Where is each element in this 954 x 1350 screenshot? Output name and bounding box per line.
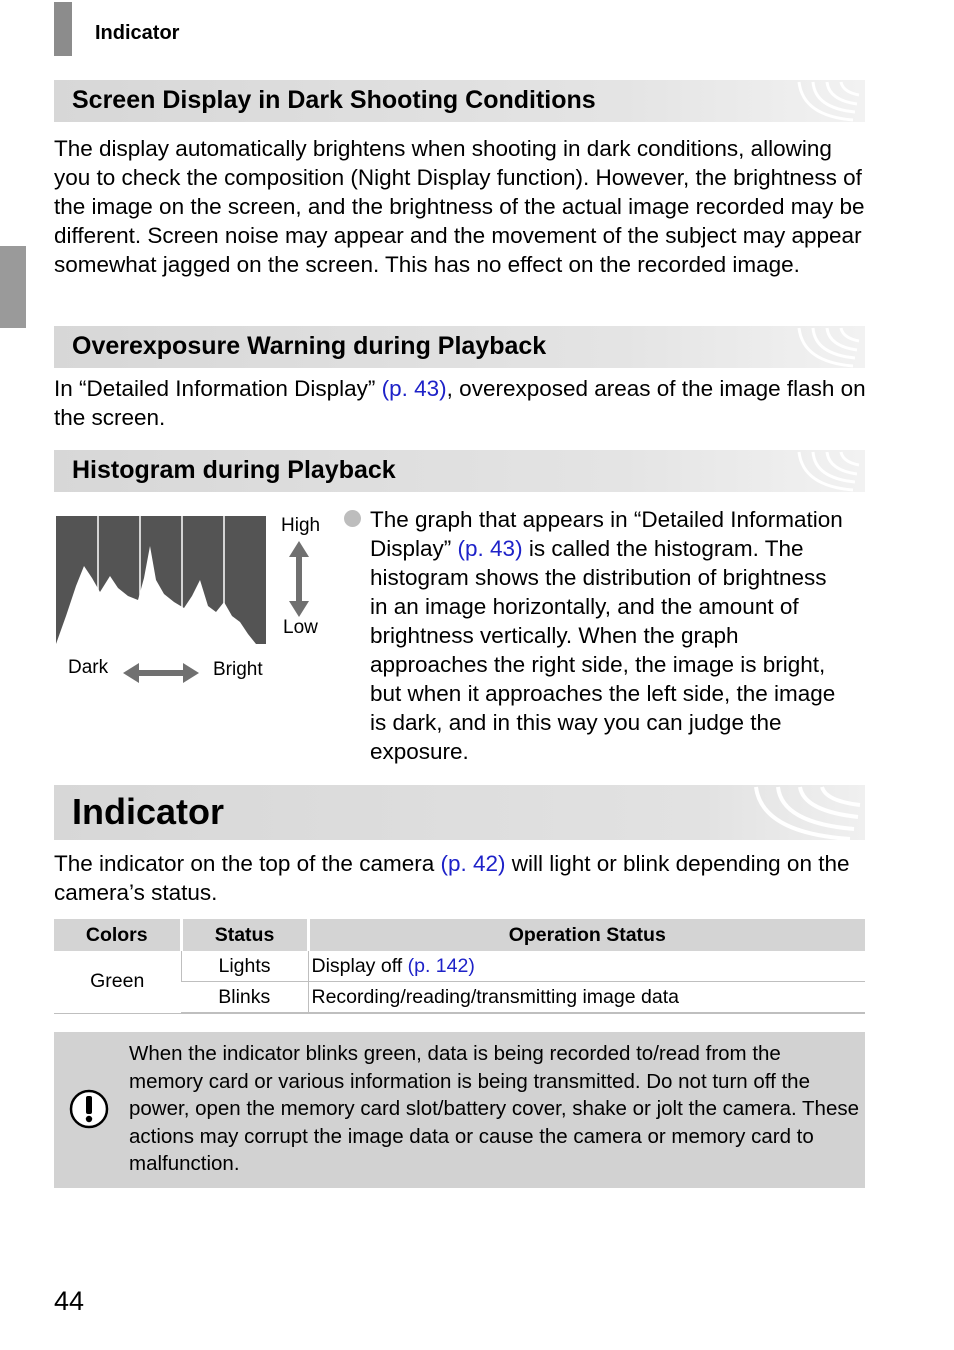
operation-cell: Recording/reading/transmitting image data xyxy=(308,982,865,1014)
caution-text: When the indicator blinks green, data is being recorded to/read from the memory card or various information is being transmitted. Do not turn off the power, open the memory card slot/battery cover, shake or jolt the camera. These actions may corrupt the image data or cause the camera or memory card to malfunction. xyxy=(129,1042,860,1175)
chapter-side-tab xyxy=(0,246,26,328)
table-header-row xyxy=(54,919,865,951)
page-link[interactable]: (p. 142) xyxy=(407,954,475,977)
swirl-decoration-icon xyxy=(795,326,865,368)
axis-label-high: High xyxy=(281,515,321,536)
axis-label-dark: Dark xyxy=(68,657,109,678)
caution-box xyxy=(54,1032,865,1188)
page-link[interactable]: (p. 43) xyxy=(457,536,523,561)
vertical-arrow-icon xyxy=(288,541,310,617)
column-header: Colors xyxy=(54,919,181,951)
page-link[interactable]: (p. 42) xyxy=(440,851,506,876)
section-head-dark xyxy=(54,80,865,122)
swirl-decoration-icon xyxy=(750,785,865,840)
section-head-indicator xyxy=(54,785,865,840)
horizontal-arrow-icon xyxy=(123,662,199,684)
page-link[interactable]: (p. 43) xyxy=(381,376,447,401)
section-title: Histogram during Playback xyxy=(72,456,396,484)
column-header: Status xyxy=(181,919,308,951)
status-cell: Lights xyxy=(181,951,308,982)
section-title: Overexposure Warning during Playback xyxy=(72,332,547,360)
dark-body: The display automatically brightens when shooting in dark conditions, allowing you to check the composition (Night Display function). However, the brightness of the image on the screen, and the brightness of the actual image recorded may be different. Screen noise may appear and the movement of the subject may appear somewhat jagged on the screen. This has no effect on the recorded image. xyxy=(54,136,865,277)
section-head-histogram xyxy=(54,450,865,492)
color-cell: Green xyxy=(54,951,181,1013)
swirl-decoration-icon xyxy=(795,450,865,492)
section-title: Screen Display in Dark Shooting Conditions xyxy=(72,86,596,114)
overexposure-body: In “Detailed Information Display” (p. 43), overexposed areas of the image flash on the screen. xyxy=(54,376,866,430)
column-header: Operation Status xyxy=(308,919,865,951)
section-title: Indicator xyxy=(72,791,225,832)
header-label: Indicator xyxy=(95,22,180,44)
axis-label-low: Low xyxy=(283,617,318,638)
section-head-overexposure xyxy=(54,326,865,368)
axis-label-bright: Bright xyxy=(213,659,263,680)
indicator-table xyxy=(54,919,865,1014)
histogram-bullet-text: The graph that appears in “Detailed Information Display” (p. 43) is called the histogram. The histogram shows the distribution of brightness in an image horizontally, and the amount of brightness vertically. When the graph approaches the right side, the image is bright, but when it approaches the left side, the image is dark, and in this way you can judge the exposure. xyxy=(370,507,843,764)
bullet-icon xyxy=(344,510,361,527)
page-number: 44 xyxy=(54,1286,85,1316)
header-bar xyxy=(54,2,72,56)
status-cell: Blinks xyxy=(181,982,308,1014)
table-row xyxy=(54,951,865,982)
caution-exclamation-icon xyxy=(68,1088,110,1130)
operation-cell: Display off (p. 142) xyxy=(308,951,865,982)
indicator-intro: The indicator on the top of the camera (p. 42) will light or blink depending on the camera’s status. xyxy=(54,851,850,905)
swirl-decoration-icon xyxy=(795,80,865,122)
histogram-graphic xyxy=(56,516,266,644)
